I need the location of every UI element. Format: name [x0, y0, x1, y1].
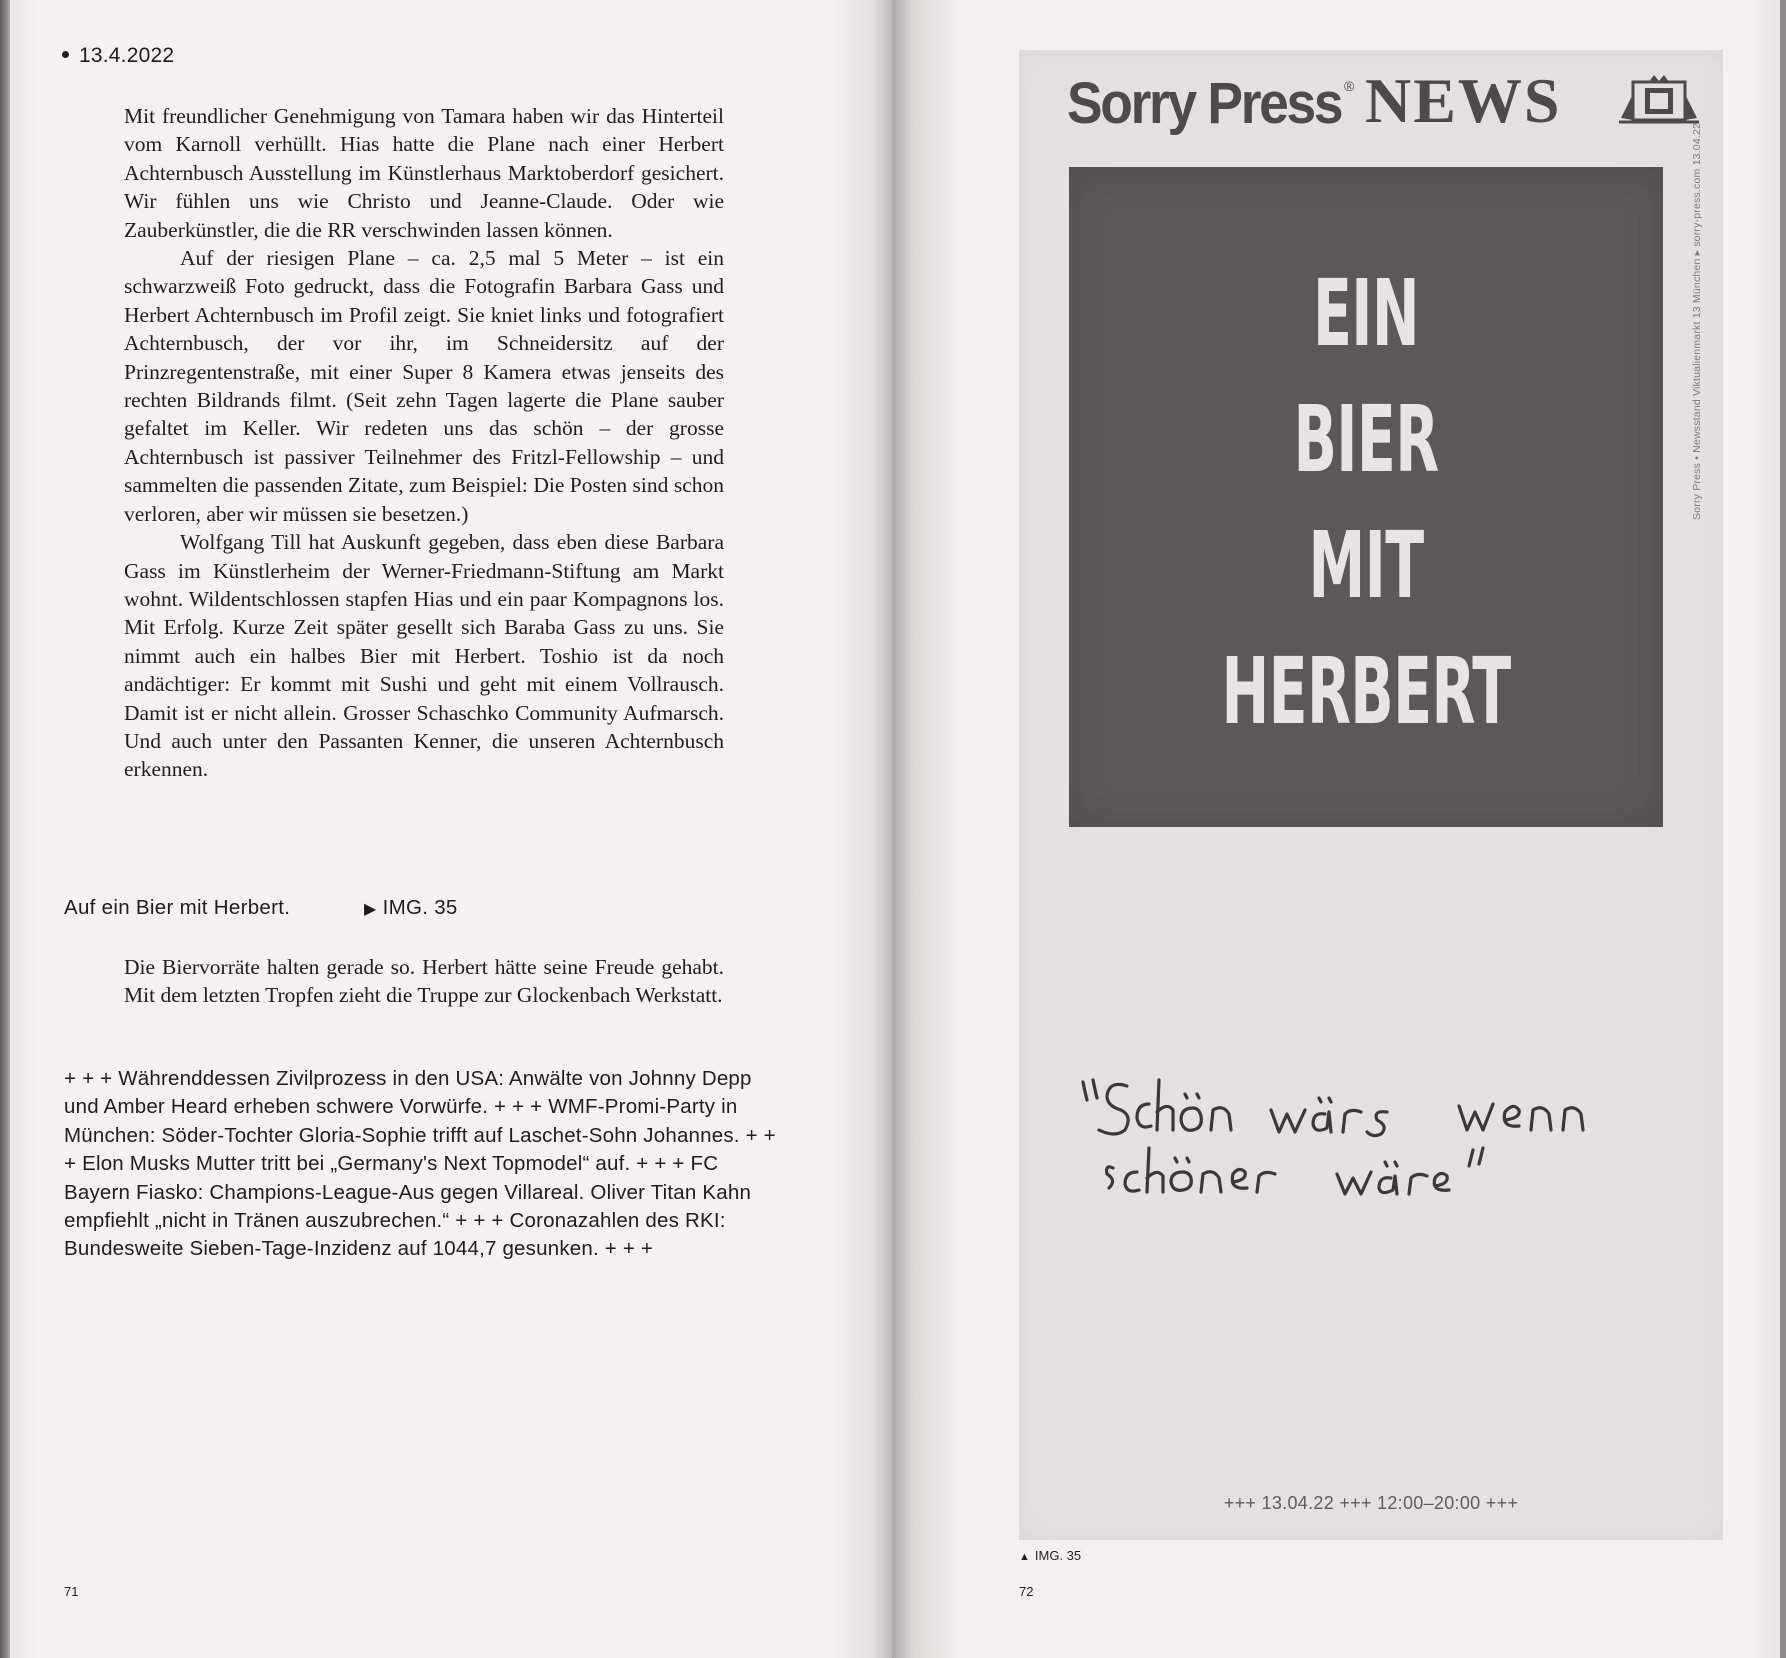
- book-edge-right: [1780, 0, 1786, 1658]
- poster-footer: +++ 13.04.22 +++ 12:00–20:00 +++: [1223, 1493, 1519, 1513]
- image-reference: ▶ IMG. 35: [364, 896, 458, 919]
- bullet-icon: [62, 51, 69, 58]
- vertical-imprint: Sorry Press • Newsstand Viktualienmarkt 13 München ▸ sorry-press.com 13.04.22: [1691, 122, 1703, 520]
- masthead-news: NEWS: [1365, 65, 1562, 136]
- image-caption-right: ▲ IMG. 35: [1019, 1548, 1082, 1563]
- left-page: [10, 0, 892, 1658]
- book-edge-left: [0, 0, 10, 1658]
- paragraph: Die Biervorräte halten gerade so. Herbert hätte seine Freude gehabt. Mit dem letzten Tropfen zieht die Truppe zur Glockenbach Werkstatt.: [124, 955, 724, 1008]
- registered-mark: ®: [1344, 78, 1355, 94]
- masthead-sorry-press: Sorry Press: [1067, 71, 1342, 136]
- body-text-2: [124, 953, 724, 1010]
- triangle-right-icon: ▶: [364, 901, 377, 918]
- headline-line: MIT: [1308, 512, 1424, 619]
- page-number-right: 72: [1019, 1584, 1034, 1599]
- headline: [1069, 251, 1663, 755]
- right-page: [892, 0, 1786, 1658]
- paragraph: Wolfgang Till hat Auskunft gegeben, dass eben diese Barbara Gass im Künstlerheim der Werner-Friedmann-Stiftung am Markt wohnt. Wildentschlossen stapfen Hias und ein paar Kompagnons los. Mit Erfolg. Kurze Zeit später gesellt sich Baraba Gass zu uns. Sie nimmt auch ein halbes Bier mit Herbert. Toshio ist da noch andächtiger: Er kommt mit Sushi und geht mit einem Vollrausch. Damit ist er nicht allein. Grosser Schaschko Community Aufmarsch. Und auch unter den Passanten Kenner, die unseren Achternbusch erkennen.: [124, 530, 724, 782]
- poster-image: [1019, 50, 1723, 1540]
- news-ticker: + + + Währenddessen Zivilprozess in den USA: Anwälte von Johnny Depp und Amber Heard erheben schwere Vorwürfe. + + + WMF-Promi-Party in München: Söder-Tochter Gloria-Sophie trifft auf Laschet-Sohn Johannes. + + + Elon Musks Mutter tritt bei „Germany's Next Topmodel“ auf. + + + FC Bayern Fiasko: Champions-League-Aus gegen Villareal. Oliver Titan Kahn empfiehlt „nicht in Tränen auszubrechen.“ + + + Coronazahlen des RKI: Bundesweite Sieben-Tage-Inzidenz auf 1044,7 gesunken. + + +: [64, 1067, 776, 1261]
- headline-line: BIER: [1293, 386, 1439, 493]
- headline-line: HERBERT: [1221, 638, 1511, 745]
- body-text-1: [124, 102, 724, 784]
- caption-text: Auf ein Bier mit Herbert.: [64, 896, 291, 919]
- triangle-up-icon: ▲: [1019, 1551, 1030, 1563]
- masthead: [1067, 65, 1562, 140]
- headline-line: EIN: [1312, 260, 1420, 367]
- handwritten-quote: [1075, 1050, 1675, 1210]
- entry-date: 13.4.2022: [62, 44, 174, 68]
- headline-box: [1069, 167, 1663, 827]
- crest-icon: [1619, 74, 1699, 124]
- paragraph: Mit freundlicher Genehmigung von Tamara haben wir das Hinterteil vom Karnoll verhüllt. Hias hatte die Plane nach einer Herbert Achternbusch Ausstellung im Künstlerhaus Marktoberdorf gesichert. Wir fühlen uns wie Christo und Jeanne-Claude. Oder wie Zauberkünstler, die die RR verschwinden lassen können.: [124, 104, 724, 242]
- page-number-left: 71: [64, 1584, 79, 1599]
- paragraph: Auf der riesigen Plane – ca. 2,5 mal 5 Meter – ist ein schwarzweiß Foto gedruckt, dass die Fotografin Barbara Gass und Herbert Achternbusch im Profil zeigt. Sie kniet links und fotografiert Achternbusch, der vor ihr, im Schneidersitz auf der Prinzregentenstraße, mit einer Super 8 Kamera etwas jenseits des rechten Bildrands filmt. (Seit zehn Tagen lagerte die Plane sauber gefaltet im Keller. Wir redeten uns das schön – der grosse Achternbusch ist passiver Teilnehmer des Fritzl-Fellowship – und sammelten die passenden Zitate, zum Beispiel: Die Posten sind schon verloren, aber wir müssen sie besetzen.): [124, 246, 724, 526]
- image-caption: [64, 896, 458, 920]
